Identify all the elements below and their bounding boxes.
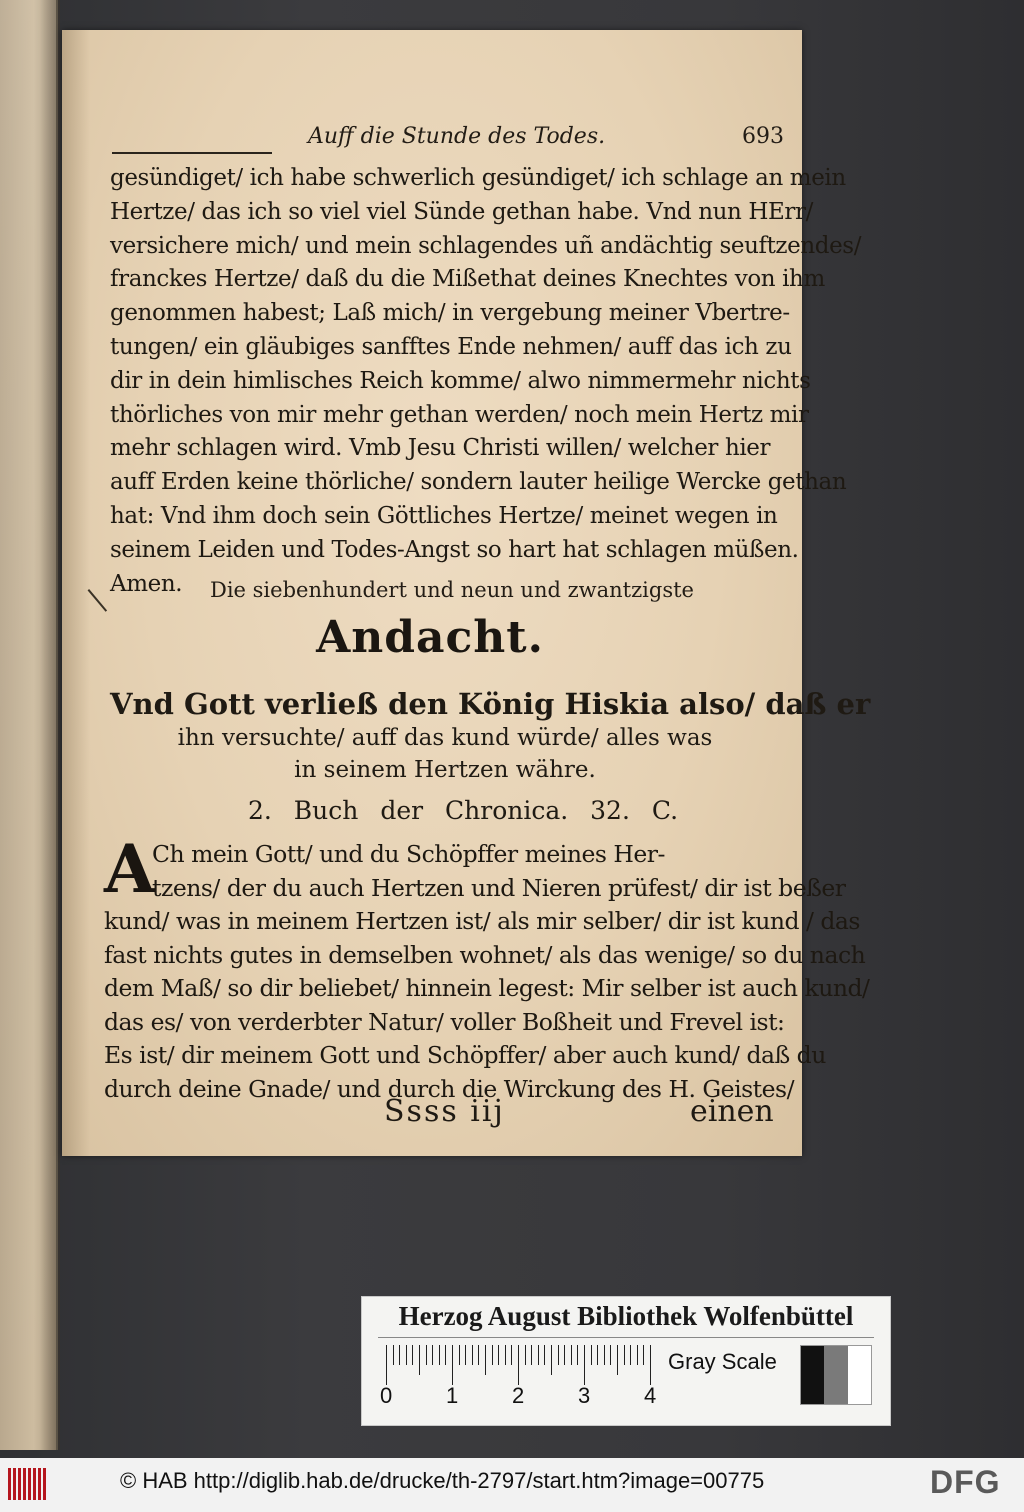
- text-line: genommen habest; Laß mich/ in vergebung meiner Vbertre-: [110, 300, 790, 327]
- motto-line: Vnd Gott verließ den König Hiskia also/ daß er: [110, 687, 871, 721]
- text-line: auff Erden keine thörliche/ sondern lauter heilige Wercke gethan: [110, 469, 847, 496]
- text-line: versichere mich/ und mein schlagendes uñ andächtig seuftzendes/: [110, 232, 862, 259]
- ruler-tick: [571, 1345, 572, 1365]
- text-line: Hertze/ das ich so viel viel Sünde gethan habe. Vnd nun HErr/: [110, 198, 813, 225]
- continued-prayer-text: [110, 162, 862, 601]
- catchword: einen: [690, 1094, 774, 1129]
- text-line: Es ist/ dir meinem Gott und Schöpffer/ aber auch kund/ daß du: [104, 1041, 826, 1069]
- header-rule: [112, 152, 272, 154]
- ruler-tick: [630, 1345, 631, 1365]
- ruler-tick: [591, 1345, 592, 1365]
- hab-logo-icon: [8, 1468, 48, 1500]
- ruler-tick: [511, 1345, 512, 1365]
- ruler-tick: [426, 1345, 427, 1365]
- ruler-tick: [538, 1345, 539, 1365]
- card-divider: [378, 1337, 874, 1338]
- logo-bar: [23, 1468, 26, 1500]
- color-scale-card: [361, 1296, 891, 1426]
- drop-cap: A: [104, 830, 156, 908]
- gray-scale-label: Gray Scale: [668, 1349, 777, 1374]
- ruler-tick: [393, 1345, 394, 1365]
- text-line: dem Maß/ so dir beliebet/ hinnein legest: Mir selber ist auch kund/: [104, 974, 870, 1002]
- ruler-tick: [597, 1345, 598, 1365]
- text-line: seinem Leiden und Todes-Angst so hart hat schlagen müßen.: [110, 536, 799, 563]
- ruler-tick: [386, 1345, 387, 1385]
- text-line: thörliches von mir mehr gethan werden/ noch mein Hertz mir: [110, 401, 809, 428]
- ruler-tick: [478, 1345, 479, 1365]
- logo-bar: [13, 1468, 16, 1500]
- ruler-tick: [485, 1345, 486, 1375]
- text-line: hat: Vnd ihm doch sein Göttliches Hertze/ meinet wegen in: [110, 502, 778, 529]
- scripture-reference: 2. Buch der Chronica. 32. C.: [248, 796, 679, 825]
- prayer-text: [104, 838, 870, 1106]
- ruler-tick: [439, 1345, 440, 1365]
- ruler-number: 0: [380, 1383, 393, 1408]
- ruler-tick: [558, 1345, 559, 1365]
- ruler-tick: [564, 1345, 565, 1365]
- text-line: tzens/ der du auch Hertzen und Nieren prüfest/ dir ist beßer: [152, 873, 846, 902]
- ruler-tick: [643, 1345, 644, 1365]
- section-title: Andacht.: [316, 612, 544, 663]
- gray-swatches: [800, 1345, 872, 1405]
- text-line: durch deine Gnade/ und durch die Wirckung des H. Geistes/: [104, 1074, 794, 1103]
- text-line: gesündiget/ ich habe schwerlich gesündiget/ ich schlage an mein: [110, 165, 846, 191]
- text-line: Ch mein Gott/ und du Schöpffer meines Her-: [152, 840, 665, 868]
- footer-bar: [0, 1458, 1024, 1512]
- ruler-tick: [432, 1345, 433, 1365]
- ruler-tick: [406, 1345, 407, 1365]
- ruler-tick: [445, 1345, 446, 1365]
- dfg-logo: DFG: [930, 1464, 1001, 1500]
- text-line: das es/ von verderbter Natur/ voller Boßheit und Frevel ist:: [104, 1007, 785, 1036]
- ruler-tick: [617, 1345, 618, 1375]
- text-line: Amen.: [110, 570, 183, 597]
- ruler-number: 3: [578, 1383, 591, 1408]
- text-line: dir in dein himlisches Reich komme/ alwo nimmermehr nichts: [110, 367, 811, 394]
- text-line: mehr schlagen wird. Vmb Jesu Christi willen/ welcher hier: [110, 435, 771, 462]
- ruler-tick: [544, 1345, 545, 1365]
- gray-swatch: [801, 1346, 824, 1404]
- ruler-tick: [399, 1345, 400, 1365]
- ruler-tick: [604, 1345, 605, 1365]
- ruler-tick: [518, 1345, 519, 1385]
- footer-credit: © HAB http://diglib.hab.de/drucke/th-2797/start.htm?image=00775: [120, 1468, 765, 1493]
- ruler-number: 1: [446, 1383, 459, 1408]
- gray-swatch: [848, 1346, 871, 1404]
- page-number: 693: [742, 124, 784, 149]
- ruler-tick: [624, 1345, 625, 1365]
- logo-bar: [28, 1468, 31, 1500]
- ruler-numbers: [376, 1383, 676, 1413]
- library-name: Herzog August Bibliothek Wolfenbüttel: [398, 1301, 854, 1331]
- ruler-tick: [465, 1345, 466, 1365]
- scripture-motto: [110, 686, 871, 786]
- logo-bar: [33, 1468, 36, 1500]
- section-subheading: Die siebenhundert und neun und zwantzigste: [210, 578, 694, 602]
- ruler-tick: [584, 1345, 585, 1385]
- text-line: kund/ was in meinem Hertzen ist/ als mir selber/ dir ist kund / das: [104, 907, 860, 935]
- ruler-tick: [412, 1345, 413, 1365]
- text-line: fast nichts gutes in demselben wohnet/ als das wenige/ so du nach: [104, 940, 866, 969]
- logo-bar: [38, 1468, 41, 1500]
- ruler-number: 2: [512, 1383, 525, 1408]
- ruler-tick: [498, 1345, 499, 1365]
- logo-bar: [43, 1468, 46, 1500]
- ruler-tick: [492, 1345, 493, 1365]
- ruler-tick: [505, 1345, 506, 1365]
- logo-bar: [18, 1468, 21, 1500]
- ruler-tick: [637, 1345, 638, 1365]
- logo-bar: [8, 1468, 11, 1500]
- ruler-tick: [610, 1345, 611, 1365]
- ruler-tick: [531, 1345, 532, 1365]
- gray-swatch: [824, 1346, 847, 1404]
- left-sheen: [0, 0, 56, 1450]
- ruler-tick: [551, 1345, 552, 1375]
- text-line: tungen/ ein gläubiges sanfftes Ende nehmen/ auff das ich zu: [110, 333, 792, 360]
- ruler-number: 4: [644, 1383, 657, 1408]
- running-head: Auff die Stunde des Todes.: [308, 124, 606, 149]
- ruler-tick: [577, 1345, 578, 1365]
- ruler-tick: [452, 1345, 453, 1385]
- motto-line: in seinem Hertzen währe.: [294, 757, 596, 783]
- signature-mark: Ssss iij: [384, 1094, 505, 1129]
- ruler-tick: [459, 1345, 460, 1365]
- text-line: franckes Hertze/ daß du die Mißethat deines Knechtes von ihm: [110, 266, 825, 293]
- ruler-tick: [650, 1345, 651, 1385]
- ruler-tick: [419, 1345, 420, 1375]
- motto-line: ihn versuchte/ auff das kund würde/ alles was: [177, 725, 713, 751]
- ruler-tick: [525, 1345, 526, 1365]
- ruler-tick: [472, 1345, 473, 1365]
